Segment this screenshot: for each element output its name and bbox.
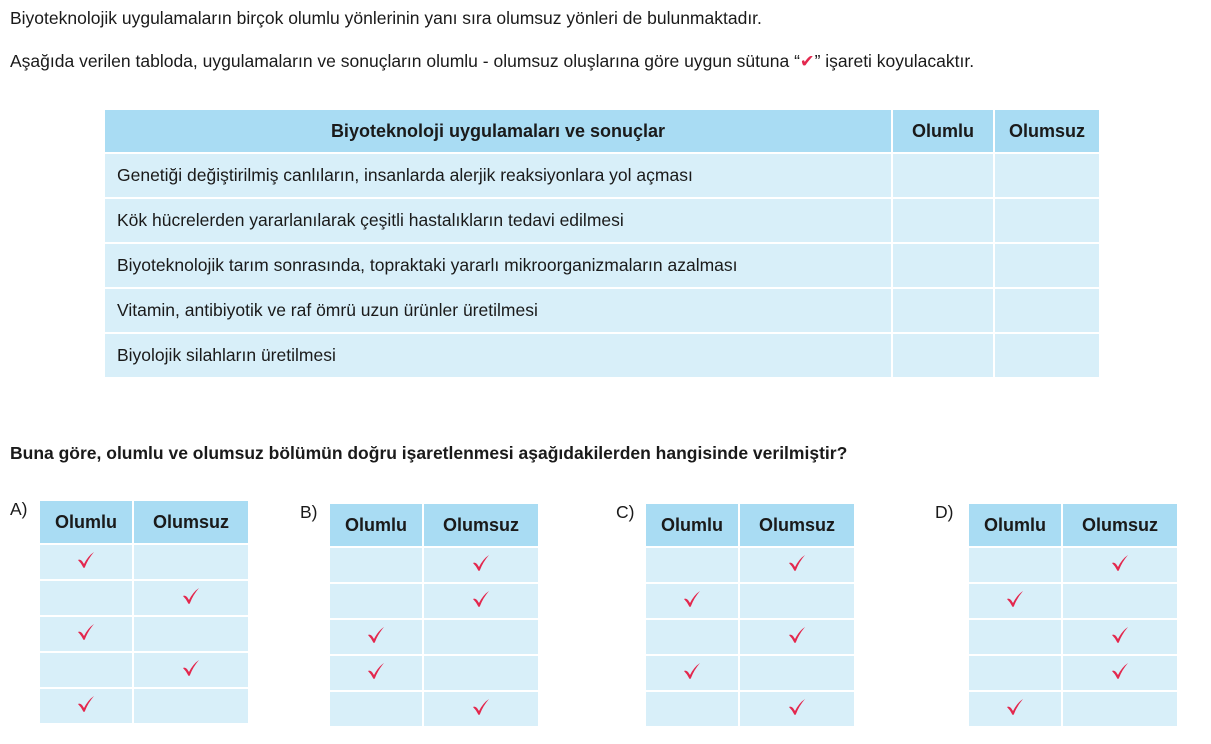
- option-cell-olumlu: [969, 584, 1061, 618]
- option-cell-olumsuz: [740, 584, 854, 618]
- option-cell-olumlu: [40, 581, 132, 615]
- option-cell-olumsuz: [1063, 548, 1177, 582]
- olumlu-cell: [893, 154, 993, 197]
- olumsuz-cell: [995, 289, 1099, 332]
- table-row: [105, 199, 1099, 242]
- option-cell-olumlu: [646, 584, 738, 618]
- option-cell-olumsuz: [424, 620, 538, 654]
- check-mark-icon: [787, 626, 807, 644]
- option-header-olumsuz: Olumsuz: [1063, 504, 1177, 546]
- option-a[interactable]: [10, 499, 250, 739]
- question-text: Buna göre, olumlu ve olumsuz bölümün doğru işaretlenmesi aşağıdakilerden hangisinde verilmiştir?: [10, 443, 848, 463]
- statement-cell: Biyolojik silahların üretilmesi: [105, 334, 891, 377]
- option-cell-olumsuz: [424, 656, 538, 690]
- olumlu-cell: [893, 334, 993, 377]
- option-cell-olumsuz: [740, 548, 854, 582]
- inline-check-icon: ✔: [799, 51, 815, 71]
- option-cell-olumsuz: [134, 689, 248, 723]
- header-olumlu: Olumlu: [893, 110, 993, 152]
- check-mark-icon: [76, 551, 96, 569]
- olumsuz-cell: [995, 154, 1099, 197]
- option-letter: C): [616, 502, 635, 522]
- table-row: [105, 154, 1099, 197]
- option-letter: A): [10, 499, 28, 519]
- check-mark-icon: [787, 554, 807, 572]
- option-cell-olumlu: [330, 692, 422, 726]
- option-cell-olumsuz: [740, 692, 854, 726]
- olumlu-cell: [893, 244, 993, 287]
- table-row: [105, 334, 1099, 377]
- header-applications: Biyoteknoloji uygulamaları ve sonuçlar: [105, 110, 891, 152]
- option-row: [646, 692, 854, 726]
- option-table: [967, 502, 1179, 728]
- option-cell-olumlu: [40, 617, 132, 651]
- option-row: [646, 584, 854, 618]
- check-mark-icon: [181, 659, 201, 677]
- option-cell-olumsuz: [424, 692, 538, 726]
- option-row: [40, 617, 248, 651]
- option-row: [969, 620, 1177, 654]
- option-cell-olumlu: [330, 548, 422, 582]
- option-row: [330, 692, 538, 726]
- check-mark-icon: [76, 695, 96, 713]
- table-row: [105, 289, 1099, 332]
- option-cell-olumsuz: [424, 548, 538, 582]
- option-header-olumsuz: Olumsuz: [740, 504, 854, 546]
- option-cell-olumsuz: [1063, 656, 1177, 690]
- option-row: [646, 656, 854, 690]
- check-mark-icon: [366, 626, 386, 644]
- olumlu-cell: [893, 289, 993, 332]
- option-cell-olumlu: [330, 620, 422, 654]
- applications-table-header: [105, 110, 1099, 152]
- check-mark-icon: [471, 554, 491, 572]
- option-row: [969, 584, 1177, 618]
- statement-cell: Vitamin, antibiyotik ve raf ömrü uzun ürünler üretilmesi: [105, 289, 891, 332]
- header-olumsuz: Olumsuz: [995, 110, 1099, 152]
- table-row: [105, 244, 1099, 287]
- intro-line-1: Biyoteknolojik uygulamaların birçok olumlu yönlerinin yanı sıra olumsuz yönleri de bulunmaktadır.: [10, 8, 762, 28]
- statement-cell: Genetiği değiştirilmiş canlıların, insanlarda alerjik reaksiyonlara yol açması: [105, 154, 891, 197]
- option-cell-olumlu: [969, 548, 1061, 582]
- option-cell-olumsuz: [1063, 584, 1177, 618]
- option-cell-olumsuz: [134, 581, 248, 615]
- option-header-olumlu: Olumlu: [646, 504, 738, 546]
- option-cell-olumlu: [646, 620, 738, 654]
- option-row: [40, 689, 248, 723]
- option-row: [646, 548, 854, 582]
- option-row: [969, 656, 1177, 690]
- intro-line-2-end: ” işareti koyulacaktır.: [814, 51, 975, 71]
- option-letter: D): [935, 502, 954, 522]
- option-row: [40, 581, 248, 615]
- option-row: [969, 692, 1177, 726]
- statement-cell: Biyoteknolojik tarım sonrasında, topraktaki yararlı mikroorganizmaların azalması: [105, 244, 891, 287]
- option-row: [40, 653, 248, 687]
- option-cell-olumsuz: [424, 584, 538, 618]
- option-row: [330, 656, 538, 690]
- statement-cell: Kök hücrelerden yararlanılarak çeşitli hastalıkların tedavi edilmesi: [105, 199, 891, 242]
- check-mark-icon: [181, 587, 201, 605]
- option-cell-olumsuz: [1063, 620, 1177, 654]
- check-mark-icon: [471, 590, 491, 608]
- olumsuz-cell: [995, 334, 1099, 377]
- olumsuz-cell: [995, 244, 1099, 287]
- option-letter: B): [300, 502, 318, 522]
- option-cell-olumlu: [646, 692, 738, 726]
- check-mark-icon: [682, 662, 702, 680]
- option-row: [330, 620, 538, 654]
- option-cell-olumlu: [646, 548, 738, 582]
- applications-table: [103, 108, 1101, 379]
- option-cell-olumlu: [40, 689, 132, 723]
- check-mark-icon: [471, 698, 491, 716]
- option-header-olumlu: Olumlu: [40, 501, 132, 543]
- option-row: [646, 620, 854, 654]
- check-mark-icon: [1005, 698, 1025, 716]
- option-cell-olumsuz: [740, 620, 854, 654]
- check-mark-icon: [682, 590, 702, 608]
- option-d[interactable]: [935, 502, 1185, 742]
- option-cell-olumlu: [40, 653, 132, 687]
- check-mark-icon: [366, 662, 386, 680]
- option-b[interactable]: [300, 502, 540, 742]
- option-cell-olumlu: [330, 584, 422, 618]
- check-mark-icon: [787, 698, 807, 716]
- intro-line-2: [10, 51, 974, 72]
- option-header-olumlu: Olumlu: [330, 504, 422, 546]
- option-c[interactable]: [616, 502, 856, 742]
- option-cell-olumlu: [969, 656, 1061, 690]
- option-header-olumsuz: Olumsuz: [424, 504, 538, 546]
- option-row: [330, 548, 538, 582]
- option-table: [328, 502, 540, 728]
- option-table: [38, 499, 250, 725]
- olumsuz-cell: [995, 199, 1099, 242]
- option-cell-olumlu: [969, 620, 1061, 654]
- option-cell-olumsuz: [1063, 692, 1177, 726]
- option-row: [969, 548, 1177, 582]
- olumlu-cell: [893, 199, 993, 242]
- option-cell-olumlu: [969, 692, 1061, 726]
- check-mark-icon: [1110, 554, 1130, 572]
- option-cell-olumlu: [40, 545, 132, 579]
- option-header-olumsuz: Olumsuz: [134, 501, 248, 543]
- option-cell-olumlu: [646, 656, 738, 690]
- option-cell-olumsuz: [134, 653, 248, 687]
- check-mark-icon: [76, 623, 96, 641]
- check-mark-icon: [1005, 590, 1025, 608]
- option-table: [644, 502, 856, 728]
- intro-line-2-start: Aşağıda verilen tabloda, uygulamaların ve sonuçların olumlu - olumsuz oluşlarına göre uygun sütuna “: [10, 51, 800, 71]
- option-header-olumlu: Olumlu: [969, 504, 1061, 546]
- option-row: [40, 545, 248, 579]
- check-mark-icon: [1110, 662, 1130, 680]
- check-mark-icon: [1110, 626, 1130, 644]
- option-cell-olumsuz: [134, 617, 248, 651]
- option-cell-olumlu: [330, 656, 422, 690]
- option-cell-olumsuz: [134, 545, 248, 579]
- option-cell-olumsuz: [740, 656, 854, 690]
- option-row: [330, 584, 538, 618]
